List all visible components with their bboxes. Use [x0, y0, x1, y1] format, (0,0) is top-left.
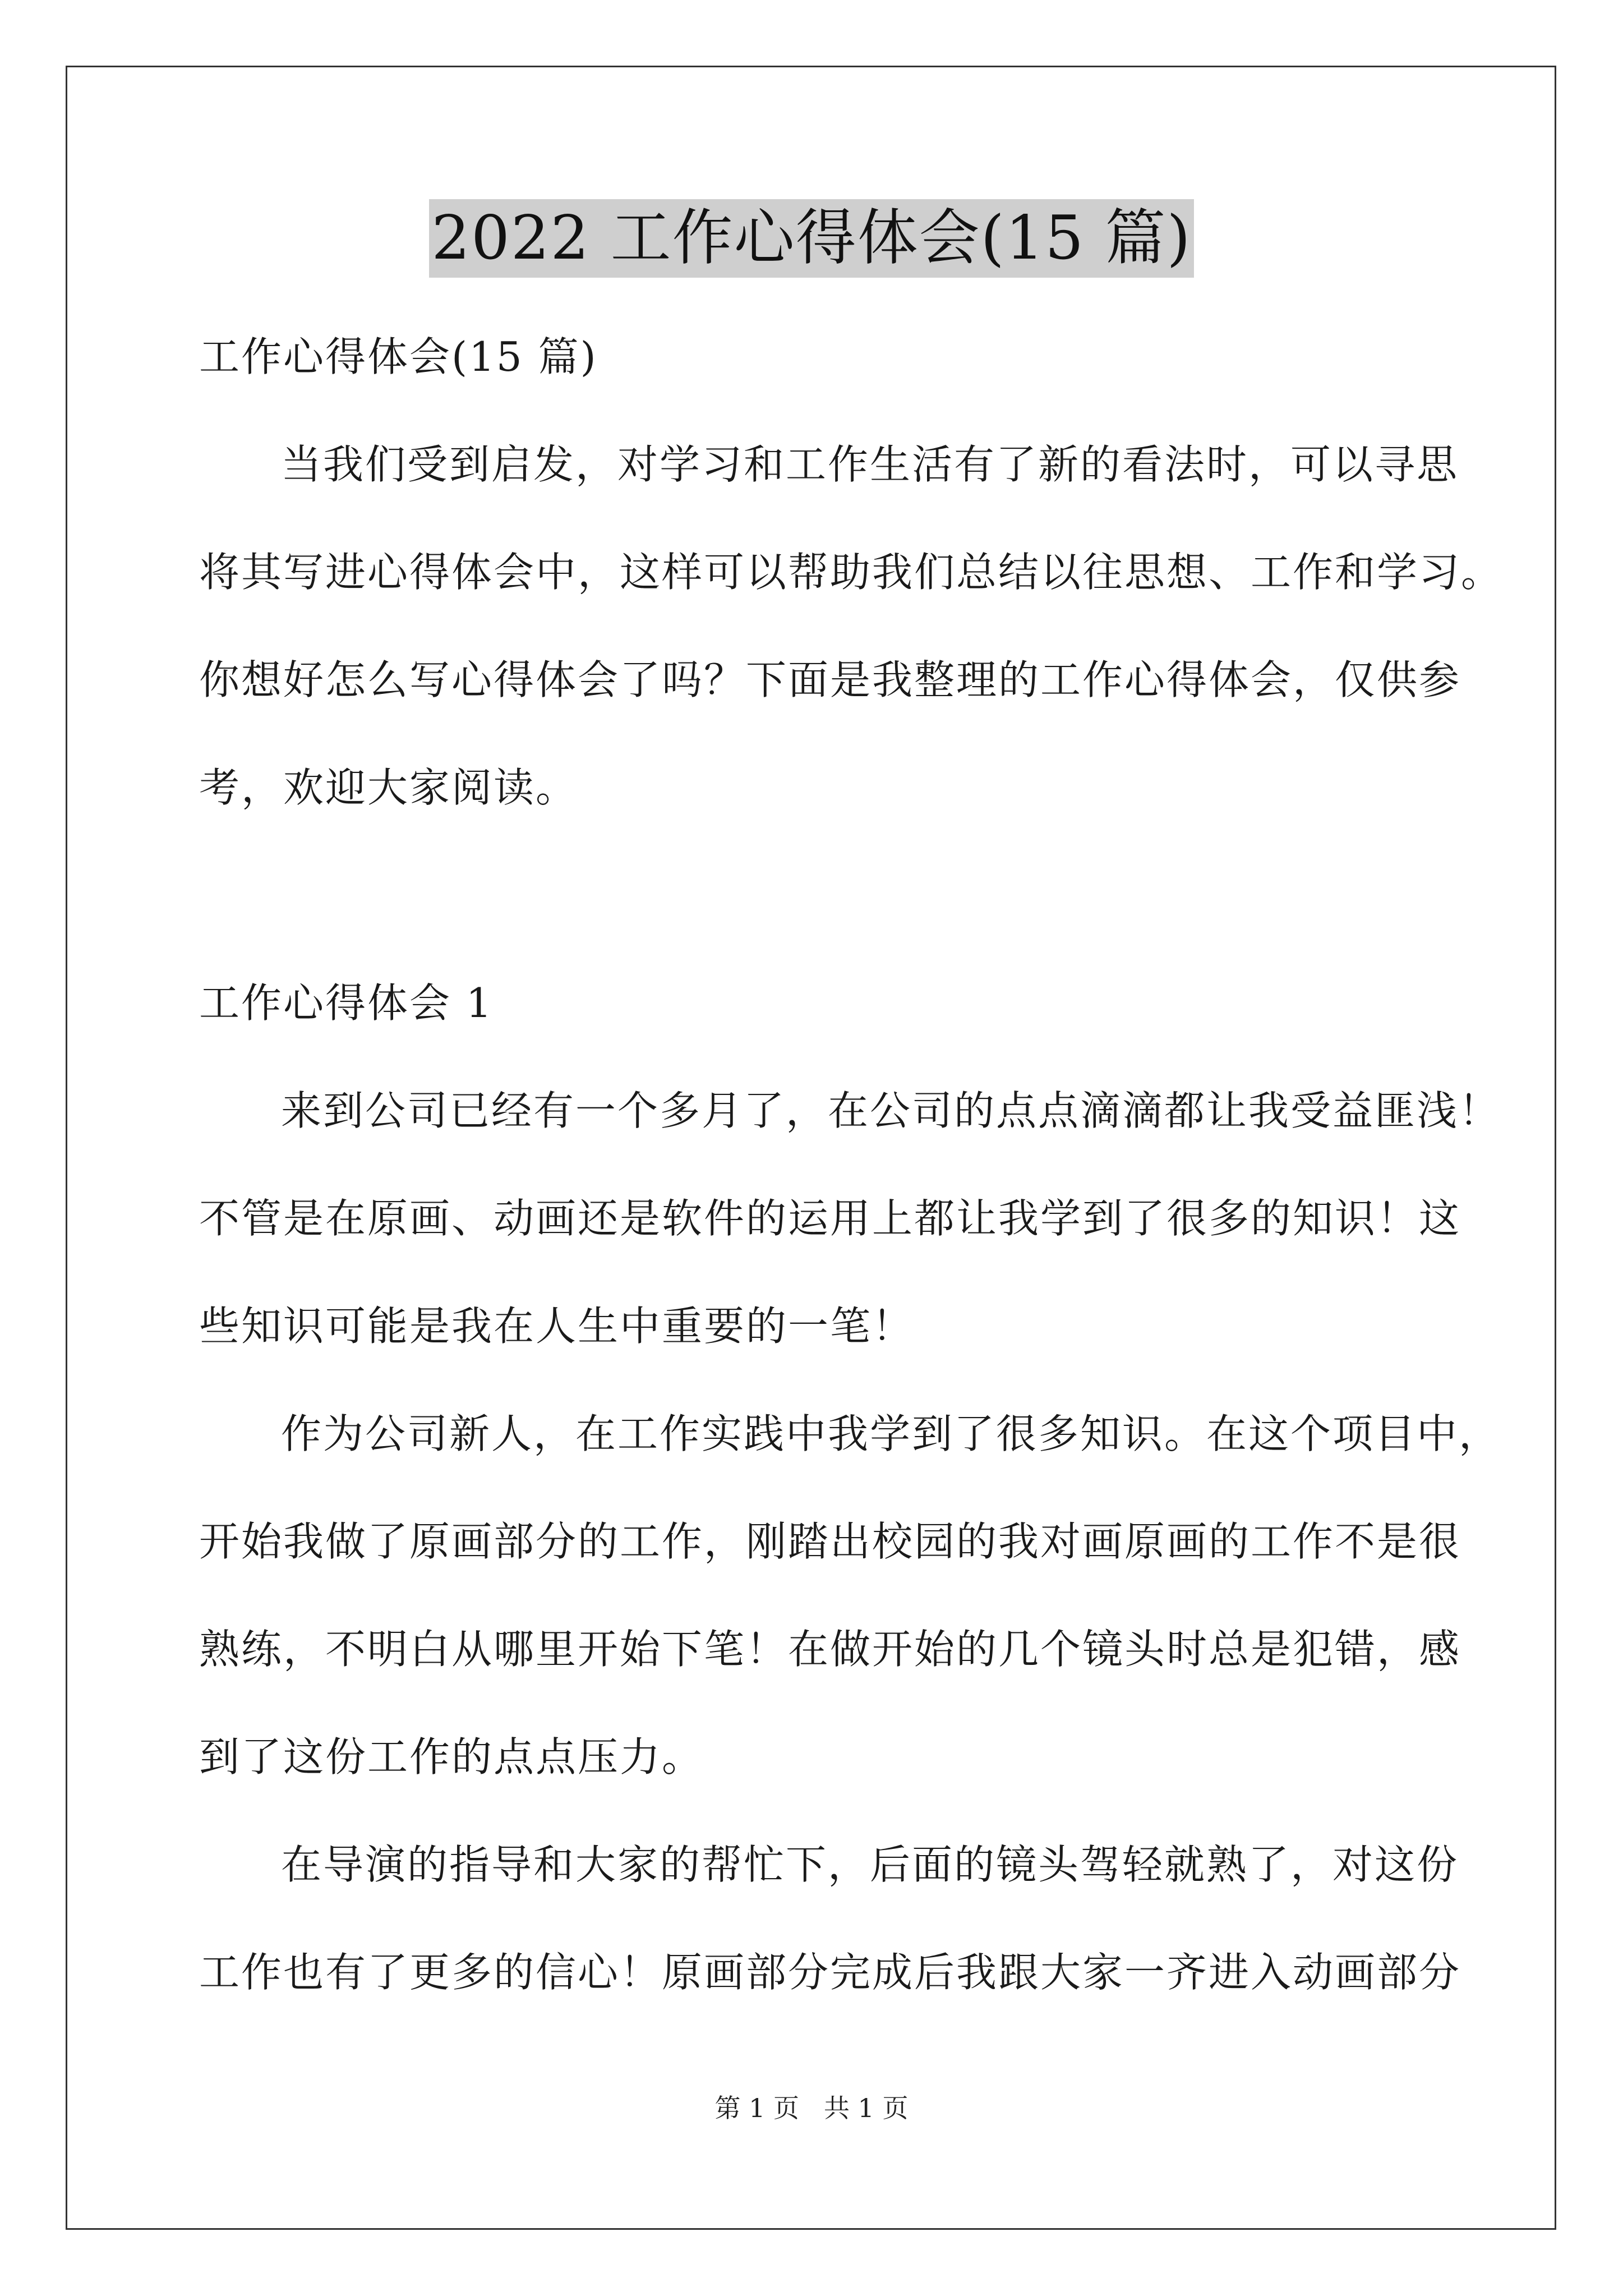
paragraph-line: 作为公司新人，在工作实践中我学到了很多知识。在这个项目中，	[281, 1410, 1501, 1457]
intro-line: 当我们受到启发，对学习和工作生活有了新的看法时，可以寻思	[281, 441, 1459, 488]
paragraph-line: 工作也有了更多的信心！原画部分完成后我跟大家一齐进入动画部分	[199, 1949, 1461, 1996]
document-title: 2022 工作心得体会(15 篇)	[429, 199, 1193, 278]
paragraph-line: 些知识可能是我在人生中重要的一笔！	[199, 1303, 915, 1350]
footer-spacer	[799, 2093, 824, 2123]
paragraph-line: 熟练，不明白从哪里开始下笔！在做开始的几个镜头时总是犯错，感	[199, 1626, 1461, 1673]
intro-line: 你想好怎么写心得体会了吗？下面是我整理的工作心得体会，仅供参	[199, 656, 1461, 703]
paragraph-line: 来到公司已经有一个多月了，在公司的点点滴滴都让我受益匪浅！	[281, 1087, 1501, 1134]
page-total: 共 1 页	[823, 2093, 909, 2123]
paragraph-line: 开始我做了原画部分的工作，刚踏出校园的我对画原画的工作不是很	[199, 1518, 1461, 1565]
title-container	[0, 199, 1623, 278]
paragraph-line: 到了这份工作的点点压力。	[199, 1733, 704, 1780]
page-number: 第 1 页	[714, 2093, 800, 2123]
intro-line: 将其写进心得体会中，这样可以帮助我们总结以往思想、工作和学习。	[199, 549, 1504, 596]
document-body	[199, 303, 1504, 2026]
paragraph-line: 在导演的指导和大家的帮忙下，后面的镜头驾轻就熟了，对这份	[281, 1841, 1459, 1888]
intro-line: 考，欢迎大家阅读。	[199, 764, 578, 811]
paragraph-gap	[199, 841, 1436, 949]
section-heading: 工作心得体会 1	[199, 979, 494, 1027]
page-footer	[0, 2091, 1623, 2125]
paragraph-line: 不管是在原画、动画还是软件的运用上都让我学到了很多的知识！这	[199, 1195, 1461, 1242]
document-subtitle: 工作心得体会(15 篇)	[199, 333, 598, 380]
